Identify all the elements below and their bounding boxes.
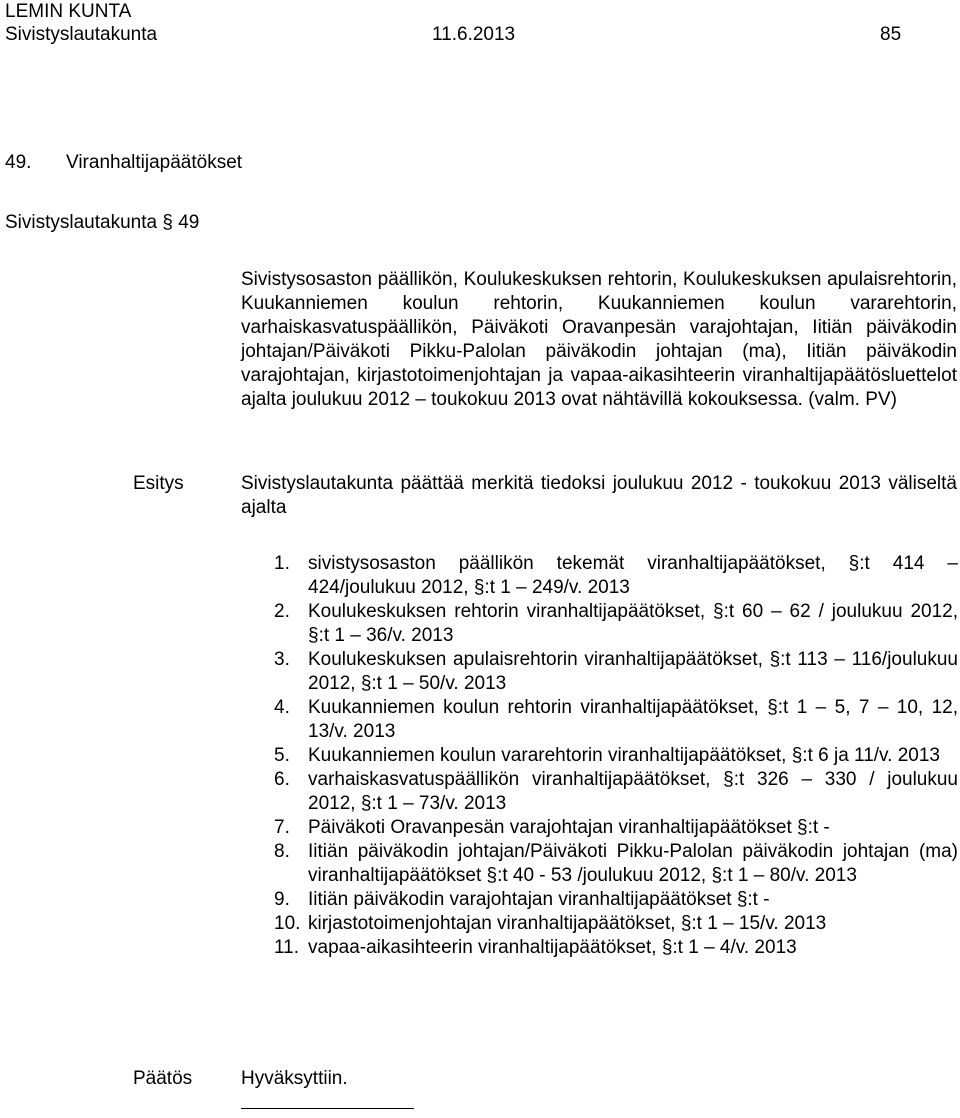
municipality-name: LEMIN KUNTA	[5, 1, 132, 22]
paatos-label: Päätös	[133, 1068, 193, 1089]
list-item	[274, 912, 958, 936]
list-item	[274, 744, 958, 768]
list-item	[274, 816, 958, 840]
list-item-number: 9.	[274, 889, 290, 910]
list-item-text: Koulukeskuksen rehtorin viranhaltijapäätökset, §:t 60 – 62 / joulukuu 2012, §:t 1 – 36/v. 2013	[308, 601, 958, 646]
list-item-text: Iitiän päiväkodin johtajan/Päiväkoti Pikku-Palolan päiväkodin johtajan (ma) viranhaltijapäätökset §:t 40 - 53 /joulukuu 2012, §:t 1 – 80/v. 2013	[308, 841, 958, 886]
list-item	[274, 936, 958, 960]
list-item-text: Koulukeskuksen apulaisrehtorin viranhaltijapäätökset, §:t 113 – 116/joulukuu 2012, §:t 1 – 50/v. 2013	[308, 649, 958, 694]
list-item-number: 1.	[274, 553, 290, 574]
list-item-number: 2.	[274, 601, 290, 622]
list-item-text: Kuukanniemen koulun vararehtorin viranhaltijapäätökset, §:t 6 ja 11/v. 2013	[308, 745, 940, 766]
decision-list	[274, 552, 958, 960]
list-item-number: 7.	[274, 817, 290, 838]
list-item-text: Iitiän päiväkodin varajohtajan viranhaltijapäätökset §:t -	[308, 889, 770, 910]
page-number: 85	[880, 24, 902, 45]
list-item	[274, 888, 958, 912]
list-item	[274, 768, 958, 816]
list-item-text: Päiväkoti Oravanpesän varajohtajan viranhaltijapäätökset §:t -	[308, 817, 830, 838]
list-item-number: 10.	[274, 913, 301, 934]
list-item-number: 3.	[274, 649, 290, 670]
section-reference: Sivistyslautakunta § 49	[5, 212, 200, 233]
list-item-text: sivistysosaston päällikön tekemät viranhaltijapäätökset, §:t 414 – 424/joulukuu 2012, §:t 1 – 249/v. 2013	[308, 553, 958, 598]
list-item	[274, 552, 958, 600]
list-item-text: vapaa-aikasihteerin viranhaltijapäätökset, §:t 1 – 4/v. 2013	[308, 937, 797, 958]
list-item-number: 5.	[274, 745, 290, 766]
esitys-label: Esitys	[133, 473, 184, 494]
board-name: Sivistyslautakunta	[5, 24, 158, 45]
paatos-text: Hyväksyttiin.	[241, 1068, 348, 1089]
section-number: 49.	[5, 152, 32, 173]
list-item-text: kirjastotoimenjohtajan viranhaltijapäätökset, §:t 1 – 15/v. 2013	[308, 913, 827, 934]
list-item	[274, 840, 958, 888]
list-item	[274, 648, 958, 696]
section-title: Viranhaltijapäätökset	[66, 152, 243, 173]
meeting-date: 11.6.2013	[432, 24, 516, 45]
list-item-number: 11.	[274, 937, 300, 958]
signature-line	[241, 1108, 414, 1109]
list-item-number: 8.	[274, 841, 290, 862]
list-item	[274, 696, 958, 744]
list-item-text: Kuukanniemen koulun rehtorin viranhaltijapäätökset, §:t 1 – 5, 7 – 10, 12, 13/v. 2013	[308, 697, 958, 742]
intro-paragraph: Sivistysosaston päällikön, Koulukeskuksen rehtorin, Koulukeskuksen apulaisrehtorin, Kuukanniemen koulun rehtorin, Kuukanniemen koulun vararehtorin, varhaiskasvatuspäällikön, Päiväkoti Oravanpesän varajohtajan, Iitiän päiväkodin johtajan/Päiväkoti Pikku-Palolan päiväkodin johtajan (ma), Iitiän päiväkodin varajohtajan, kirjastotoimenjohtajan ja vapaa-aikasihteerin viranhaltijapäätösluettelot ajalta joulukuu 2012 – toukokuu 2013 ovat nähtävillä kokouksessa. (valm. PV)	[241, 269, 957, 410]
list-item-number: 4.	[274, 697, 290, 718]
list-item-text: varhaiskasvatuspäällikön viranhaltijapäätökset, §:t 326 – 330 / joulukuu 2012, §:t 1 – 73/v. 2013	[308, 769, 958, 814]
list-item	[274, 600, 958, 648]
list-item-number: 6.	[274, 769, 290, 790]
esitys-text: Sivistyslautakunta päättää merkitä tiedoksi joulukuu 2012 - toukokuu 2013 väliseltä ajalta	[241, 473, 957, 518]
